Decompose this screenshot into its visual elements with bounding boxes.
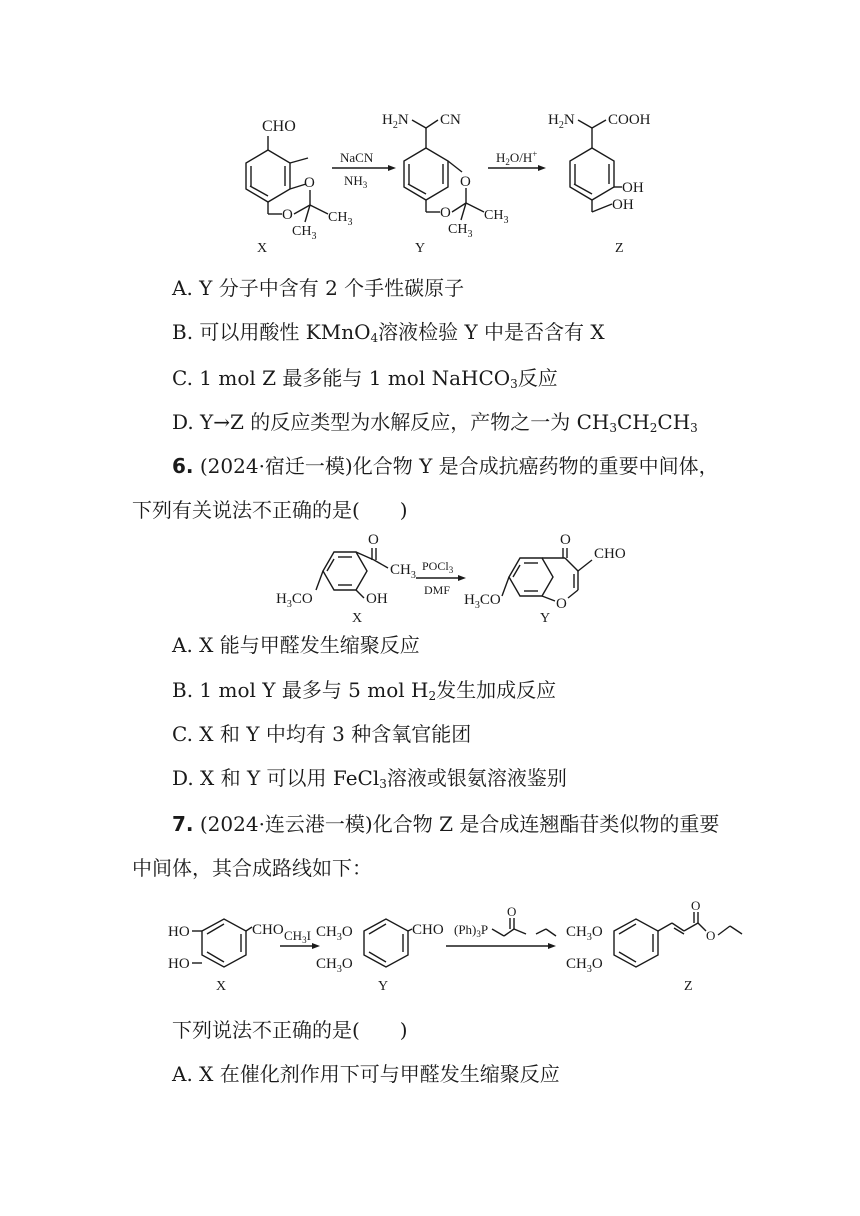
compound-y-label: Y	[415, 241, 426, 256]
y-o2-label: O	[440, 205, 451, 221]
q7-y-ch3o1-label: $CH_3O$	[316, 924, 353, 943]
z-oh2-label: OH	[612, 197, 634, 213]
q7-z-o1-label: O	[691, 898, 701, 913]
q7-compound-z-structure	[566, 898, 742, 994]
q7-compound-x-structure	[168, 919, 284, 994]
q7-arrow-2	[446, 904, 556, 949]
compound-z-label: Z	[615, 241, 624, 256]
x-cho-label: CHO	[262, 118, 296, 135]
q6-y-ring-o-label: O	[556, 596, 567, 612]
q6-option-d[interactable]: D. X 和 Y 可以用 FeCl$_3$溶液或银氨溶液鉴别	[172, 766, 567, 791]
q6-option-c[interactable]: C. X 和 Y 中均有 3 种含氧官能团	[172, 722, 472, 746]
q6-number: 6.	[172, 454, 194, 478]
q6-x-h3co-label: $H_3CO$	[276, 591, 313, 610]
q5-option-a[interactable]: A. Y 分子中含有 2 个手性碳原子	[172, 276, 465, 300]
q6-arrow-top: POCl$_3$	[422, 559, 454, 575]
q7-x-ho2-label: HO	[168, 956, 190, 972]
q7-y-ch3o2-label: $CH_3O$	[316, 956, 353, 975]
q5-option-d[interactable]: D. Y→Z 的反应类型为水解反应，产物之一为 $CH_3CH_2CH_3$	[172, 410, 698, 435]
q7-compound-y-structure	[316, 919, 444, 994]
q7-arrow-1	[280, 928, 320, 949]
q6-arrow-bottom: DMF	[424, 583, 451, 597]
y-cn-label: CN	[440, 112, 461, 128]
q5-option-b[interactable]: B. 可以用酸性 KMnO$_4$溶液检验 Y 中是否含有 X	[172, 320, 605, 345]
z-h2n-label: $H_2N$	[548, 112, 575, 131]
x-ch3b-label: $CH_3$	[292, 224, 317, 242]
q7-stem-line1: 7. (2024·连云港一模)化合物 Z 是合成连翘酯苷类似物的重要	[172, 812, 720, 836]
q6-y-o-label: O	[560, 532, 571, 548]
q7-x-cho-label: CHO	[252, 922, 284, 938]
q6-stem-line2: 下列有关说法不正确的是( )	[132, 498, 408, 522]
y-ch3b-label: $CH_3$	[448, 222, 473, 240]
q7-number: 7.	[172, 812, 194, 836]
y-o1-label: O	[460, 174, 471, 190]
z-oh1-label: OH	[622, 180, 644, 196]
arrow1-reagent-bottom: $NH_3$	[344, 173, 368, 190]
q7-z-ch3o1-label: $CH_3O$	[566, 924, 603, 943]
z-cooh-label: COOH	[608, 112, 651, 128]
arrow1-reagent-top: NaCN	[340, 150, 374, 165]
q7-arrow2-o-label: O	[507, 904, 517, 919]
q6-compound-x-label: X	[352, 611, 363, 626]
q6-x-oh-label: OH	[366, 591, 388, 607]
q7-compound-y-label: Y	[378, 979, 389, 994]
q6-x-o-label: O	[368, 532, 379, 548]
q6-option-a[interactable]: A. X 能与甲醛发生缩聚反应	[172, 633, 420, 657]
q6-y-h3co-label: $H_3CO$	[464, 592, 501, 611]
q7-z-o2-label: O	[706, 928, 716, 943]
q6-y-cho-label: CHO	[594, 546, 626, 562]
q6-x-ch3-label: $CH_3$	[390, 562, 416, 581]
x-o1-label: O	[304, 175, 315, 191]
q7-stem-line2: 中间体，其合成路线如下：	[132, 856, 372, 880]
x-o2-label: O	[282, 207, 293, 223]
q7-z-ch3o2-label: $CH_3O$	[566, 956, 603, 975]
compound-x-label: X	[257, 241, 268, 256]
q7-compound-x-label: X	[216, 979, 227, 994]
q7-x-ho1-label: HO	[168, 924, 190, 940]
q6-option-b[interactable]: B. 1 mol Y 最多与 5 mol $H_2$发生加成反应	[172, 678, 557, 703]
q7-compound-z-label: Z	[684, 979, 693, 994]
y-ch3a-label: $CH_3$	[484, 208, 509, 226]
q7-y-cho-label: CHO	[412, 922, 444, 938]
q6-compound-y-label: Y	[540, 611, 551, 626]
q7-option-a[interactable]: A. X 在催化剂作用下可与甲醛发生缩聚反应	[172, 1062, 560, 1086]
y-h2n-label: $H_2N$	[382, 112, 409, 131]
arrow2-reagent-top: $H_2O/H^+$	[496, 149, 538, 167]
x-ch3a-label: $CH_3$	[328, 210, 353, 228]
q6-stem-line1: 6. (2024·宿迁一模)化合物 Y 是合成抗癌药物的重要中间体，	[172, 454, 719, 478]
q7-question: 下列说法不正确的是( )	[172, 1018, 408, 1042]
q5-option-c[interactable]: C. 1 mol Z 最多能与 1 mol NaHCO$_3$反应	[172, 366, 558, 391]
q7-arrow1-reagent: $CH_3I$	[284, 928, 311, 945]
q7-arrow2-reagent: $(Ph)_3P$	[454, 922, 489, 939]
